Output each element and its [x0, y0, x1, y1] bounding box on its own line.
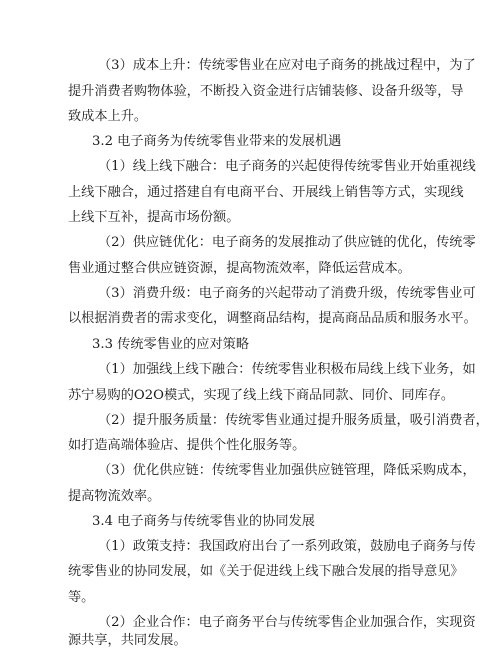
paragraph-line: （3）优化供应链：传统零售业加强供应链管理，降低采购成本， — [98, 463, 476, 478]
paragraph-line: 统零售业的协同发展，如《关于促进线上线下融合发展的指导意见》 — [68, 564, 464, 579]
paragraph-line: （2）供应链优化：电子商务的发展推动了供应链的优化，传统零 — [98, 235, 476, 250]
section-heading: 3.3 传统零售业的应对策略 — [92, 337, 250, 352]
paragraph-line: 上线下互补，提高市场份额。 — [68, 210, 240, 225]
paragraph-line: （2）企业合作：电子商务平台与传统零售企业加强合作，实现资 — [98, 615, 476, 630]
paragraph-line: （1）政策支持：我国政府出台了一系列政策，鼓励电子商务与传 — [98, 539, 476, 554]
paragraph-line: 致成本上升。 — [68, 109, 148, 124]
section-heading: 3.4 电子商务与传统零售业的协同发展 — [92, 514, 315, 529]
paragraph-line: 售业通过整合供应链资源，提高物流效率，降低运营成本。 — [68, 261, 411, 276]
paragraph-line: （3）成本上升：传统零售业在应对电子商务的挑战过程中，为了 — [98, 58, 476, 73]
paragraph-line: （1）加强线上线下融合：传统零售业积极布局线上线下业务，如 — [98, 362, 476, 377]
paragraph-line: 以根据消费者的需求变化，调整商品结构，提高商品品质和服务水平。 — [68, 311, 477, 326]
paragraph-line: 源共享，共同发展。 — [68, 633, 187, 648]
paragraph-line: （1）线上线下融合：电子商务的兴起使得传统零售业开始重视线 — [98, 159, 476, 174]
section-heading: 3.2 电子商务为传统零售业带来的发展机遇 — [92, 134, 342, 149]
paragraph-line: 提升消费者购物体验，不断投入资金进行店铺装修、设备升级等，导 — [68, 84, 464, 99]
paragraph-line: （3）消费升级：电子商务的兴起带动了消费升级，传统零售业可 — [98, 286, 476, 301]
paragraph-line: 提高物流效率。 — [68, 489, 161, 504]
paragraph-line: 苏宁易购的O2O模式，实现了线上线下商品同款、同价、同库存。 — [68, 388, 455, 403]
paragraph-line: 如打造高端体验店、提供个性化服务等。 — [68, 438, 306, 453]
paragraph-line: （2）提升服务质量：传统零售业通过提升服务质量，吸引消费者， — [98, 413, 489, 428]
paragraph-line: 上线下融合，通过搭建自有电商平台、开展线上销售等方式，实现线 — [68, 185, 464, 200]
paragraph-line: 等。 — [68, 590, 95, 605]
